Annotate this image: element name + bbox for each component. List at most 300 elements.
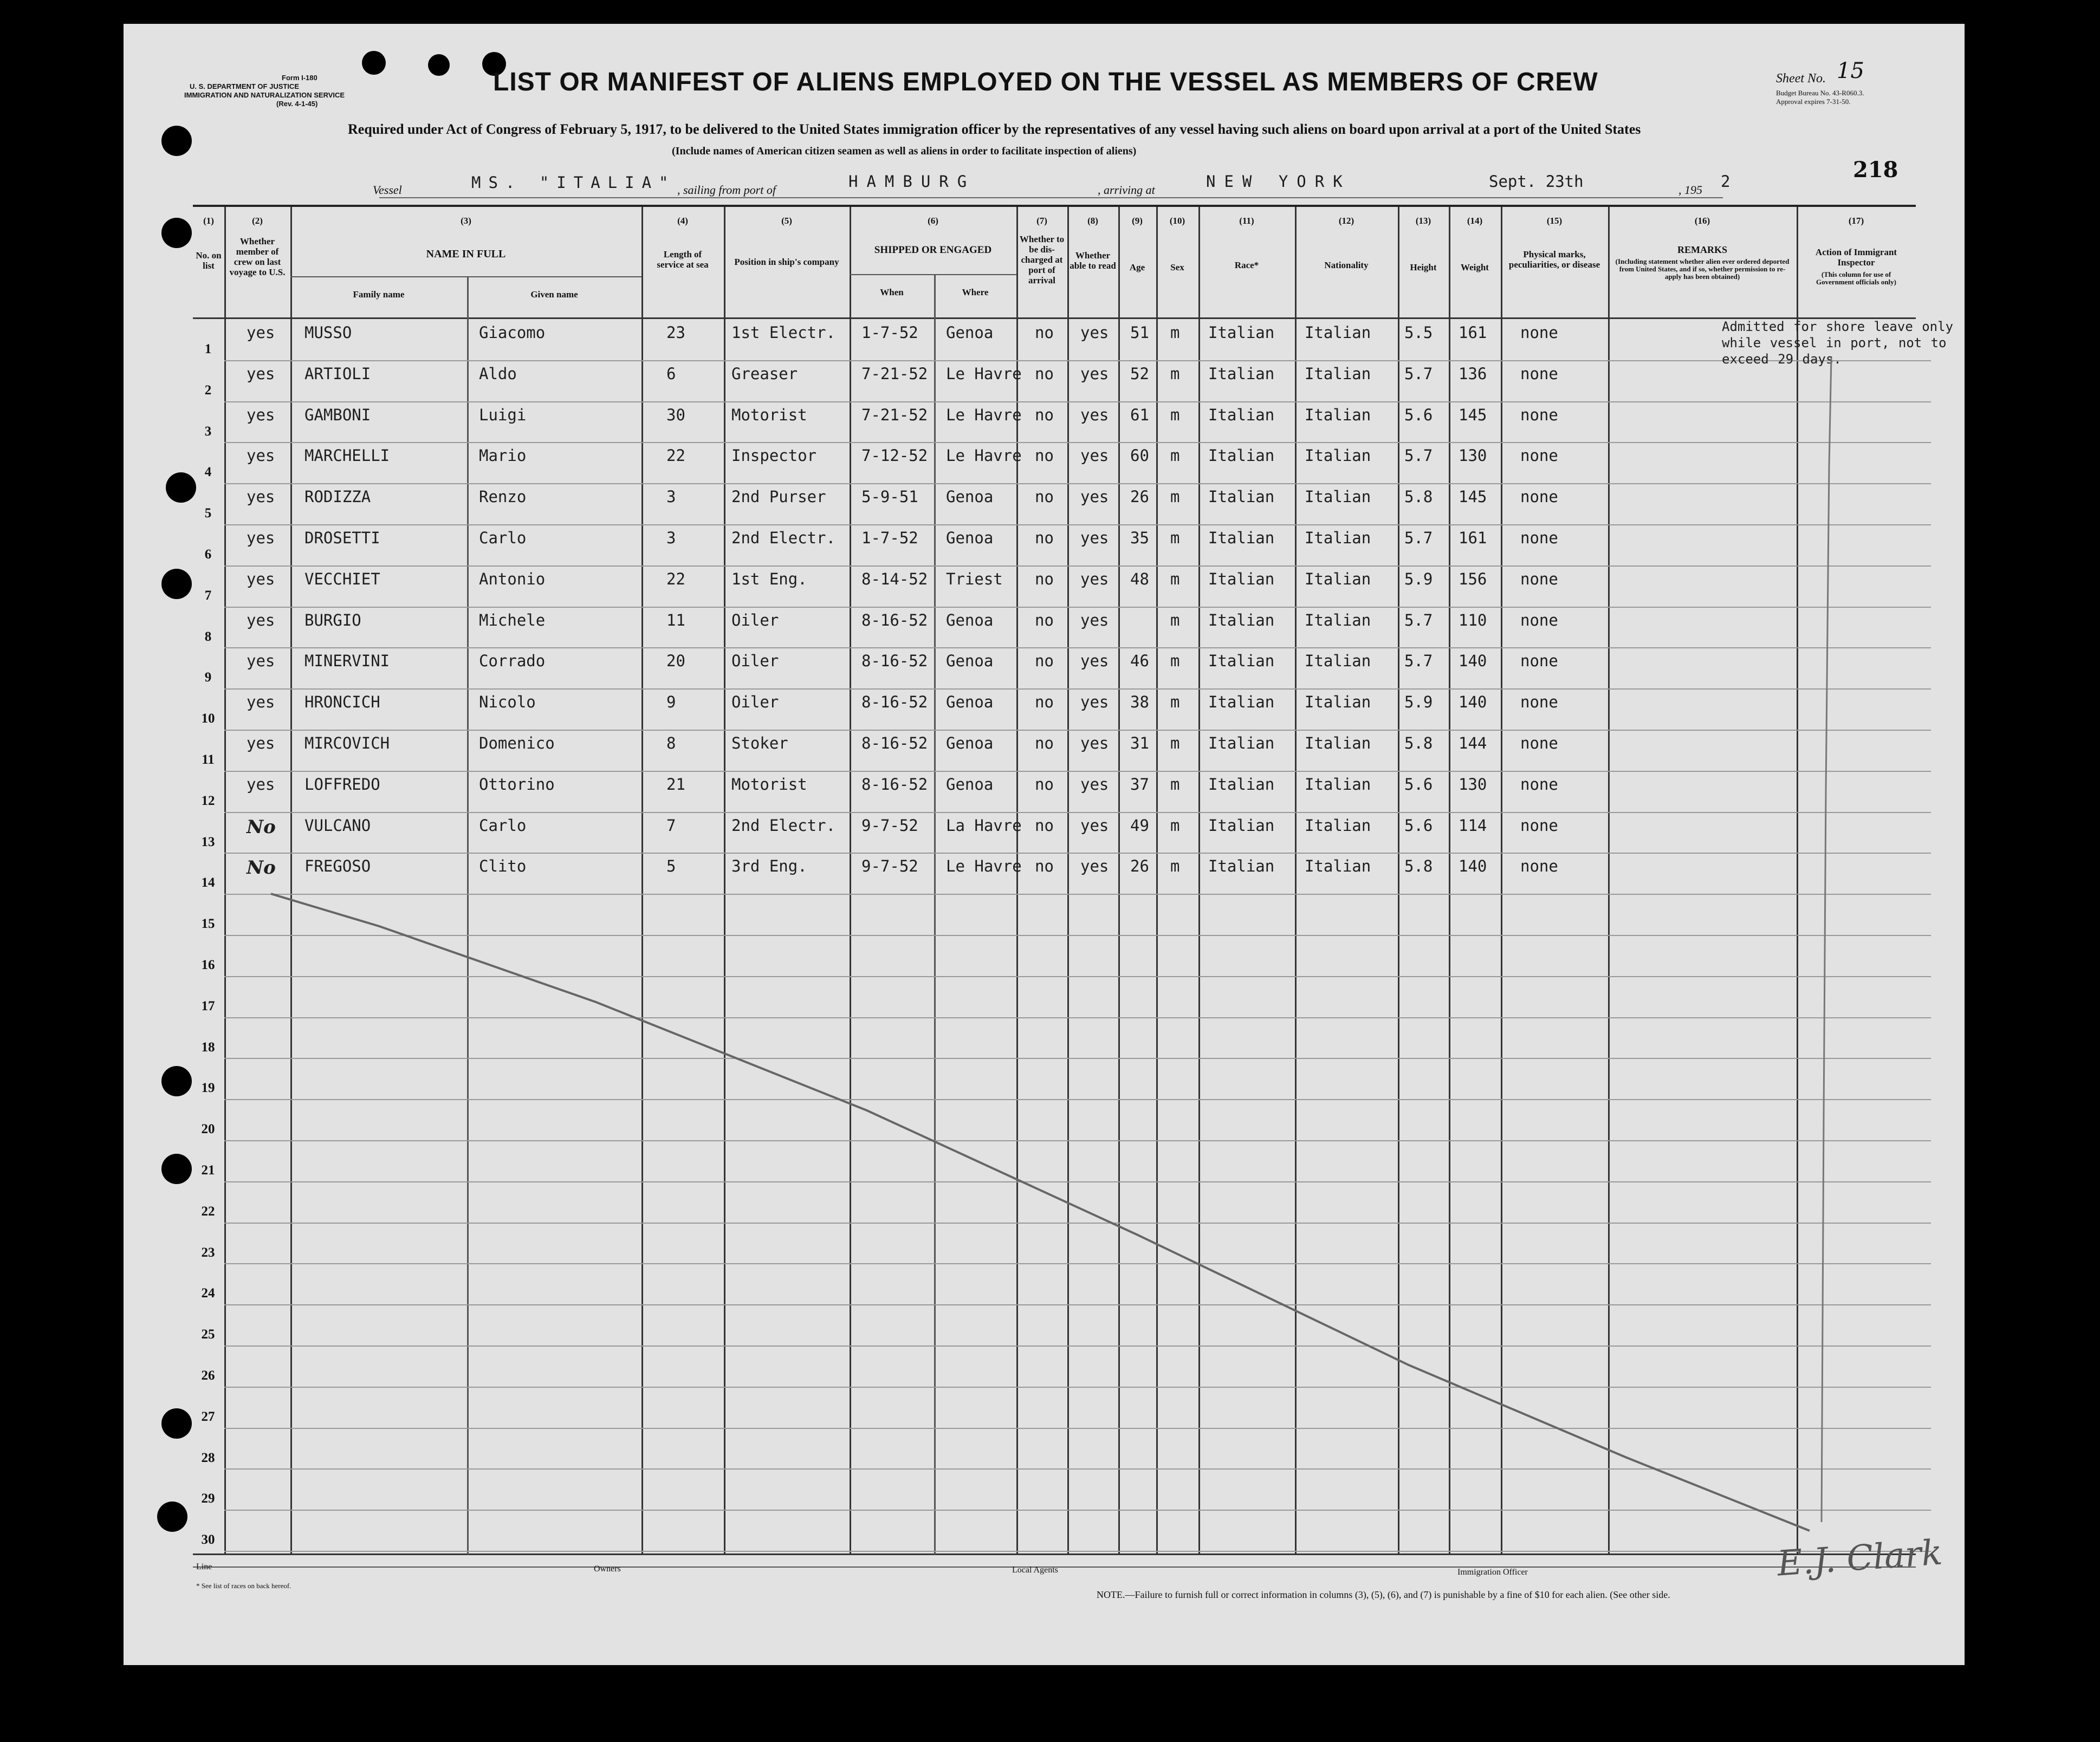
crew-marks: none	[1520, 693, 1558, 712]
crew-sex: m	[1170, 652, 1180, 671]
crew-length: 30	[666, 405, 685, 424]
crew-where: Genoa	[946, 323, 994, 342]
crew-marks: none	[1520, 816, 1558, 835]
crew-height: 5.6	[1404, 816, 1433, 835]
crew-weight: 156	[1459, 569, 1487, 588]
row-number: 6	[204, 547, 212, 562]
crew-position: 3rd Eng.	[731, 857, 807, 876]
crew-voyage: yes	[247, 734, 275, 752]
crew-read: yes	[1080, 857, 1109, 876]
crew-race: Italian	[1208, 487, 1275, 506]
crew-voyage: yes	[247, 405, 275, 424]
crew-marks: none	[1520, 734, 1558, 752]
arrival-date: Sept. 23th	[1489, 172, 1584, 191]
crew-race: Italian	[1208, 816, 1275, 835]
crew-family-name: MUSSO	[304, 323, 352, 342]
crew-nationality: Italian	[1305, 569, 1371, 588]
crew-discharged: no	[1035, 610, 1054, 629]
crew-position: Motorist	[731, 405, 807, 424]
crew-where: Genoa	[946, 610, 994, 629]
crew-when: 5-9-51	[861, 487, 918, 506]
revision: (Rev. 4-1-45)	[276, 100, 318, 108]
crew-read: yes	[1080, 323, 1109, 342]
crew-position: Oiler	[731, 693, 779, 712]
sailing-label: , sailing from port of	[677, 183, 776, 197]
crew-when: 7-21-52	[861, 364, 928, 383]
crew-height: 5.7	[1404, 446, 1433, 465]
crew-read: yes	[1080, 610, 1109, 629]
crew-read: yes	[1080, 529, 1109, 547]
crew-age: 35	[1130, 529, 1149, 547]
year-digit: 2	[1721, 172, 1730, 191]
crew-read: yes	[1080, 364, 1109, 383]
crew-position: 2nd Electr.	[731, 529, 836, 547]
action-remark: Admitted for shore leave only while vessel in port, not to exceed 29 days.	[1722, 319, 1954, 367]
header-age: Age	[1129, 262, 1145, 272]
crew-voyage: No	[247, 816, 276, 838]
crew-read: yes	[1080, 693, 1109, 712]
col-number: (17)	[1848, 216, 1864, 226]
vessel-label: Vessel	[373, 183, 402, 197]
header-name-in-full: NAME IN FULL	[426, 248, 506, 260]
crew-sex: m	[1170, 405, 1180, 424]
row-number: 9	[204, 670, 212, 685]
crew-when: 7-12-52	[861, 446, 928, 465]
crew-given-name: Luigi	[479, 405, 527, 424]
crew-when: 8-16-52	[861, 693, 928, 712]
crew-position: Oiler	[731, 652, 779, 671]
year-label: , 195	[1678, 183, 1702, 197]
crew-height: 5.8	[1404, 487, 1433, 506]
crew-weight: 161	[1459, 529, 1487, 547]
crew-age: 51	[1130, 323, 1149, 342]
crew-position: Motorist	[731, 775, 807, 794]
header-height: Height	[1410, 262, 1437, 272]
crew-nationality: Italian	[1305, 610, 1371, 629]
crew-marks: none	[1520, 775, 1558, 794]
crew-family-name: RODIZZA	[304, 487, 371, 506]
crew-given-name: Mario	[479, 446, 527, 465]
service: IMMIGRATION AND NATURALIZATION SERVICE	[184, 91, 345, 99]
header-when: When	[880, 287, 904, 297]
header-family-name: Family name	[353, 289, 405, 300]
crew-race: Italian	[1208, 569, 1275, 588]
crew-family-name: MINERVINI	[304, 652, 390, 671]
crew-given-name: Domenico	[479, 734, 555, 752]
crew-voyage: yes	[247, 446, 275, 465]
crew-age: 26	[1130, 857, 1149, 876]
crew-position: 1st Eng.	[731, 569, 807, 588]
crew-nationality: Italian	[1305, 487, 1371, 506]
row-number: 10	[201, 711, 215, 726]
crew-voyage: yes	[247, 693, 275, 712]
crew-discharged: no	[1035, 569, 1054, 588]
col-number: (3)	[461, 216, 471, 226]
col-number: (11)	[1239, 216, 1254, 226]
crew-where: Genoa	[946, 487, 994, 506]
crew-when: 9-7-52	[861, 816, 918, 835]
crew-race: Italian	[1208, 610, 1275, 629]
row-number: 3	[204, 424, 212, 439]
crew-height: 5.7	[1404, 364, 1433, 383]
row-number: 13	[201, 834, 215, 849]
crew-where: Le Havre	[946, 405, 1022, 424]
col-number: (1)	[203, 216, 214, 226]
crew-nationality: Italian	[1305, 775, 1371, 794]
crew-race: Italian	[1208, 693, 1275, 712]
crew-where: La Havre	[946, 816, 1022, 835]
crew-height: 5.6	[1404, 775, 1433, 794]
row-number: 22	[201, 1204, 215, 1219]
col-number: (7)	[1036, 216, 1047, 226]
crew-sex: m	[1170, 693, 1180, 712]
crew-position: 1st Electr.	[731, 323, 836, 342]
owners-label: Owners	[594, 1564, 621, 1574]
crew-discharged: no	[1035, 652, 1054, 671]
crew-length: 22	[666, 446, 685, 465]
crew-length: 9	[666, 693, 676, 712]
crew-race: Italian	[1208, 446, 1275, 465]
crew-voyage: No	[247, 857, 276, 879]
crew-age: 37	[1130, 775, 1149, 794]
arriving-label: , arriving at	[1098, 183, 1155, 197]
row-number: 20	[201, 1122, 215, 1137]
page-stamp: 218	[1853, 157, 1898, 183]
crew-family-name: FREGOSO	[304, 857, 371, 876]
crew-when: 1-7-52	[861, 529, 918, 547]
crew-voyage: yes	[247, 775, 275, 794]
crew-nationality: Italian	[1305, 734, 1371, 752]
crew-family-name: ARTIOLI	[304, 364, 371, 383]
crew-length: 6	[666, 364, 676, 383]
crew-family-name: MIRCOVICH	[304, 734, 390, 752]
crew-race: Italian	[1208, 652, 1275, 671]
row-number: 18	[201, 1039, 215, 1055]
crew-marks: none	[1520, 569, 1558, 588]
header-whether-member: Whether member of crew on last voyage to U.S.	[229, 236, 286, 277]
crew-weight: 144	[1459, 734, 1487, 752]
crew-sex: m	[1170, 487, 1180, 506]
approval: Approval expires 7-31-50.	[1776, 98, 1851, 106]
crew-race: Italian	[1208, 775, 1275, 794]
col-number: (12)	[1338, 216, 1354, 226]
crew-weight: 140	[1459, 693, 1487, 712]
row-number: 7	[204, 588, 212, 603]
crew-length: 11	[666, 610, 685, 629]
immigration-officer-label: Immigration Officer	[1457, 1568, 1528, 1577]
crew-position: 2nd Electr.	[731, 816, 836, 835]
crew-family-name: VECCHIET	[304, 569, 380, 588]
crew-discharged: no	[1035, 529, 1054, 547]
crew-when: 8-16-52	[861, 652, 928, 671]
crew-marks: none	[1520, 529, 1558, 547]
crew-where: Le Havre	[946, 446, 1022, 465]
crew-weight: 145	[1459, 487, 1487, 506]
col-number: (16)	[1694, 216, 1710, 226]
crew-given-name: Carlo	[479, 816, 527, 835]
row-number: 26	[201, 1368, 215, 1383]
crew-position: Greaser	[731, 364, 798, 383]
header-action-note: (This column for use of Government officials only)	[1816, 270, 1897, 286]
department: U. S. DEPARTMENT OF JUSTICE	[190, 82, 299, 90]
row-number: 24	[201, 1286, 215, 1301]
header-remarks: REMARKS	[1677, 244, 1727, 255]
crew-height: 5.7	[1404, 610, 1433, 629]
col-number: (8)	[1087, 216, 1098, 226]
crew-discharged: no	[1035, 323, 1054, 342]
subtitle: Required under Act of Congress of February 5, 1917, to be delivered to the United States immigration officer by the representatives of any vessel having such aliens on board upon arrival at a port of the United States	[348, 121, 1641, 137]
crew-marks: none	[1520, 652, 1558, 671]
crew-marks: none	[1520, 446, 1558, 465]
crew-where: Genoa	[946, 652, 994, 671]
crew-nationality: Italian	[1305, 816, 1371, 835]
row-number: 2	[204, 382, 212, 398]
crew-length: 21	[666, 775, 685, 794]
crew-when: 8-14-52	[861, 569, 928, 588]
crew-family-name: VULCANO	[304, 816, 371, 835]
row-number: 14	[201, 875, 215, 890]
crew-marks: none	[1520, 405, 1558, 424]
crew-discharged: no	[1035, 446, 1054, 465]
crew-height: 5.8	[1404, 857, 1433, 876]
crew-voyage: yes	[247, 610, 275, 629]
crew-given-name: Giacomo	[479, 323, 546, 342]
crew-given-name: Carlo	[479, 529, 527, 547]
row-number: 5	[204, 506, 212, 521]
crew-weight: 136	[1459, 364, 1487, 383]
officer-signature: E.J. Clark	[1775, 1532, 1944, 1584]
crew-marks: none	[1520, 323, 1558, 342]
crew-nationality: Italian	[1305, 529, 1371, 547]
col-number: (4)	[677, 216, 688, 226]
col-number: (10)	[1169, 216, 1185, 226]
crew-weight: 130	[1459, 446, 1487, 465]
page-title: LIST OR MANIFEST OF ALIENS EMPLOYED ON THE VESSEL AS MEMBERS OF CREW	[493, 68, 1598, 96]
crew-given-name: Aldo	[479, 364, 517, 383]
crew-position: 2nd Purser	[731, 487, 826, 506]
crew-length: 3	[666, 529, 676, 547]
crew-when: 8-16-52	[861, 734, 928, 752]
crew-age: 61	[1130, 405, 1149, 424]
crew-read: yes	[1080, 487, 1109, 506]
crew-given-name: Ottorino	[479, 775, 555, 794]
header-sex: Sex	[1170, 262, 1184, 272]
crew-length: 23	[666, 323, 685, 342]
crew-weight: 140	[1459, 652, 1487, 671]
header-physical: Physical marks, peculiarities, or disease	[1508, 249, 1600, 270]
crew-given-name: Renzo	[479, 487, 527, 506]
crew-voyage: yes	[247, 487, 275, 506]
crew-age: 48	[1130, 569, 1149, 588]
row-number: 28	[201, 1450, 215, 1465]
crew-discharged: no	[1035, 405, 1054, 424]
header-action: Action of Immigrant Inspector	[1815, 247, 1897, 268]
crew-race: Italian	[1208, 323, 1275, 342]
crew-age: 49	[1130, 816, 1149, 835]
crew-voyage: yes	[247, 569, 275, 588]
col-number: (9)	[1132, 216, 1143, 226]
crew-length: 8	[666, 734, 676, 752]
header-weight: Weight	[1461, 262, 1489, 272]
crew-nationality: Italian	[1305, 857, 1371, 876]
crew-height: 5.8	[1404, 734, 1433, 752]
row-number: 15	[201, 916, 215, 932]
crew-nationality: Italian	[1305, 405, 1371, 424]
crew-nationality: Italian	[1305, 693, 1371, 712]
port-to: NEW YORK	[1206, 172, 1351, 191]
crew-weight: 161	[1459, 323, 1487, 342]
vessel-name: MS. "ITALIA"	[471, 173, 676, 192]
crew-age: 52	[1130, 364, 1149, 383]
header-nationality: Nationality	[1324, 260, 1369, 270]
sheet-number: 15	[1837, 58, 1864, 83]
local-agents-label: Local Agents	[1012, 1565, 1058, 1575]
crew-weight: 130	[1459, 775, 1487, 794]
crew-where: Triest	[946, 569, 1003, 588]
crew-read: yes	[1080, 405, 1109, 424]
crew-where: Le Havre	[946, 364, 1022, 383]
crew-marks: none	[1520, 610, 1558, 629]
crew-nationality: Italian	[1305, 323, 1371, 342]
crew-age: 26	[1130, 487, 1149, 506]
crew-age: 38	[1130, 693, 1149, 712]
crew-height: 5.9	[1404, 693, 1433, 712]
row-number: 25	[201, 1327, 215, 1342]
header-read: Whether able to read	[1070, 250, 1116, 271]
row-number: 8	[204, 629, 212, 644]
header-race: Race*	[1234, 260, 1259, 270]
header-shipped: SHIPPED OR ENGAGED	[874, 244, 992, 256]
col-number: (14)	[1467, 216, 1483, 226]
crew-race: Italian	[1208, 529, 1275, 547]
crew-sex: m	[1170, 446, 1180, 465]
crew-voyage: yes	[247, 529, 275, 547]
crew-when: 8-16-52	[861, 775, 928, 794]
crew-family-name: HRONCICH	[304, 693, 380, 712]
crew-family-name: DROSETTI	[304, 529, 380, 547]
header-remarks-note: (Including statement whether alien ever ordered deported from United States, and if so, whether permission to re-apply has been obtained)	[1615, 257, 1790, 281]
line-label: Line	[196, 1562, 212, 1571]
subtitle-include: (Include names of American citizen seamen as well as aliens in order to facilitate inspection of aliens)	[672, 145, 1137, 157]
crew-read: yes	[1080, 816, 1109, 835]
header-position: Position in ship's company	[734, 257, 839, 267]
crew-given-name: Michele	[479, 610, 546, 629]
col-number: (15)	[1546, 216, 1563, 226]
crew-nationality: Italian	[1305, 446, 1371, 465]
crew-sex: m	[1170, 857, 1180, 876]
crew-race: Italian	[1208, 857, 1275, 876]
crew-discharged: no	[1035, 734, 1054, 752]
crew-weight: 114	[1459, 816, 1487, 835]
port-from: HAMBURG	[848, 172, 976, 191]
crew-race: Italian	[1208, 405, 1275, 424]
crew-marks: none	[1520, 364, 1558, 383]
crew-sex: m	[1170, 323, 1180, 342]
crew-age: 46	[1130, 652, 1149, 671]
crew-family-name: MARCHELLI	[304, 446, 390, 465]
col-number: (2)	[252, 216, 263, 226]
crew-height: 5.7	[1404, 652, 1433, 671]
crew-when: 7-21-52	[861, 405, 928, 424]
crew-race: Italian	[1208, 364, 1275, 383]
header-discharged: Whether to be dis-charged at port of arrival	[1019, 234, 1065, 285]
budget-bureau: Budget Bureau No. 43-R060.3.	[1776, 89, 1864, 97]
crew-given-name: Corrado	[479, 652, 546, 671]
crew-where: Le Havre	[946, 857, 1022, 876]
crew-weight: 110	[1459, 610, 1487, 629]
crew-when: 1-7-52	[861, 323, 918, 342]
crew-age: 60	[1130, 446, 1149, 465]
crew-where: Genoa	[946, 693, 994, 712]
row-number: 27	[201, 1409, 215, 1424]
crew-sex: m	[1170, 816, 1180, 835]
crew-where: Genoa	[946, 775, 994, 794]
crew-voyage: yes	[247, 323, 275, 342]
penalty-note: NOTE.—Failure to furnish full or correct information in columns (3), (5), (6), and (7) is punishable by a fine of $10 for each alien. (See other side.	[1097, 1589, 1670, 1600]
crew-sex: m	[1170, 734, 1180, 752]
crew-family-name: BURGIO	[304, 610, 361, 629]
crew-position: Stoker	[731, 734, 788, 752]
crew-read: yes	[1080, 734, 1109, 752]
row-number: 30	[201, 1532, 215, 1548]
row-number: 4	[204, 465, 212, 480]
crew-sex: m	[1170, 610, 1180, 629]
col-number: (13)	[1415, 216, 1431, 226]
race-note: * See list of races on back hereof.	[196, 1582, 291, 1590]
crew-height: 5.7	[1404, 529, 1433, 547]
crew-discharged: no	[1035, 857, 1054, 876]
col-number: (6)	[928, 216, 938, 226]
crew-sex: m	[1170, 529, 1180, 547]
row-number: 16	[201, 958, 215, 972]
crew-weight: 145	[1459, 405, 1487, 424]
row-number: 12	[201, 793, 215, 808]
crew-read: yes	[1080, 775, 1109, 794]
crew-discharged: no	[1035, 487, 1054, 506]
crew-discharged: no	[1035, 693, 1054, 712]
crew-race: Italian	[1208, 734, 1275, 752]
crew-family-name: GAMBONI	[304, 405, 371, 424]
crew-when: 8-16-52	[861, 610, 928, 629]
crew-length: 22	[666, 569, 685, 588]
crew-sex: m	[1170, 569, 1180, 588]
crew-nationality: Italian	[1305, 652, 1371, 671]
crew-position: Oiler	[731, 610, 779, 629]
crew-position: Inspector	[731, 446, 817, 465]
crew-nationality: Italian	[1305, 364, 1371, 383]
crew-length: 5	[666, 857, 676, 876]
crew-discharged: no	[1035, 816, 1054, 835]
row-number: 29	[201, 1491, 215, 1506]
row-number: 23	[201, 1245, 215, 1260]
form-id: Form I-180	[282, 74, 317, 82]
row-number: 1	[204, 342, 212, 356]
crew-height: 5.5	[1404, 323, 1433, 342]
crew-given-name: Antonio	[479, 569, 546, 588]
crew-voyage: yes	[247, 364, 275, 383]
col-number: (5)	[781, 216, 792, 226]
header-no: No. on list	[196, 250, 222, 271]
crew-family-name: LOFFREDO	[304, 775, 380, 794]
crew-given-name: Nicolo	[479, 693, 536, 712]
crew-weight: 140	[1459, 857, 1487, 876]
crew-height: 5.9	[1404, 569, 1433, 588]
header-given-name: Given name	[530, 289, 578, 300]
crew-read: yes	[1080, 652, 1109, 671]
crew-marks: none	[1520, 857, 1558, 876]
crew-length: 7	[666, 816, 676, 835]
row-number: 19	[201, 1081, 215, 1096]
